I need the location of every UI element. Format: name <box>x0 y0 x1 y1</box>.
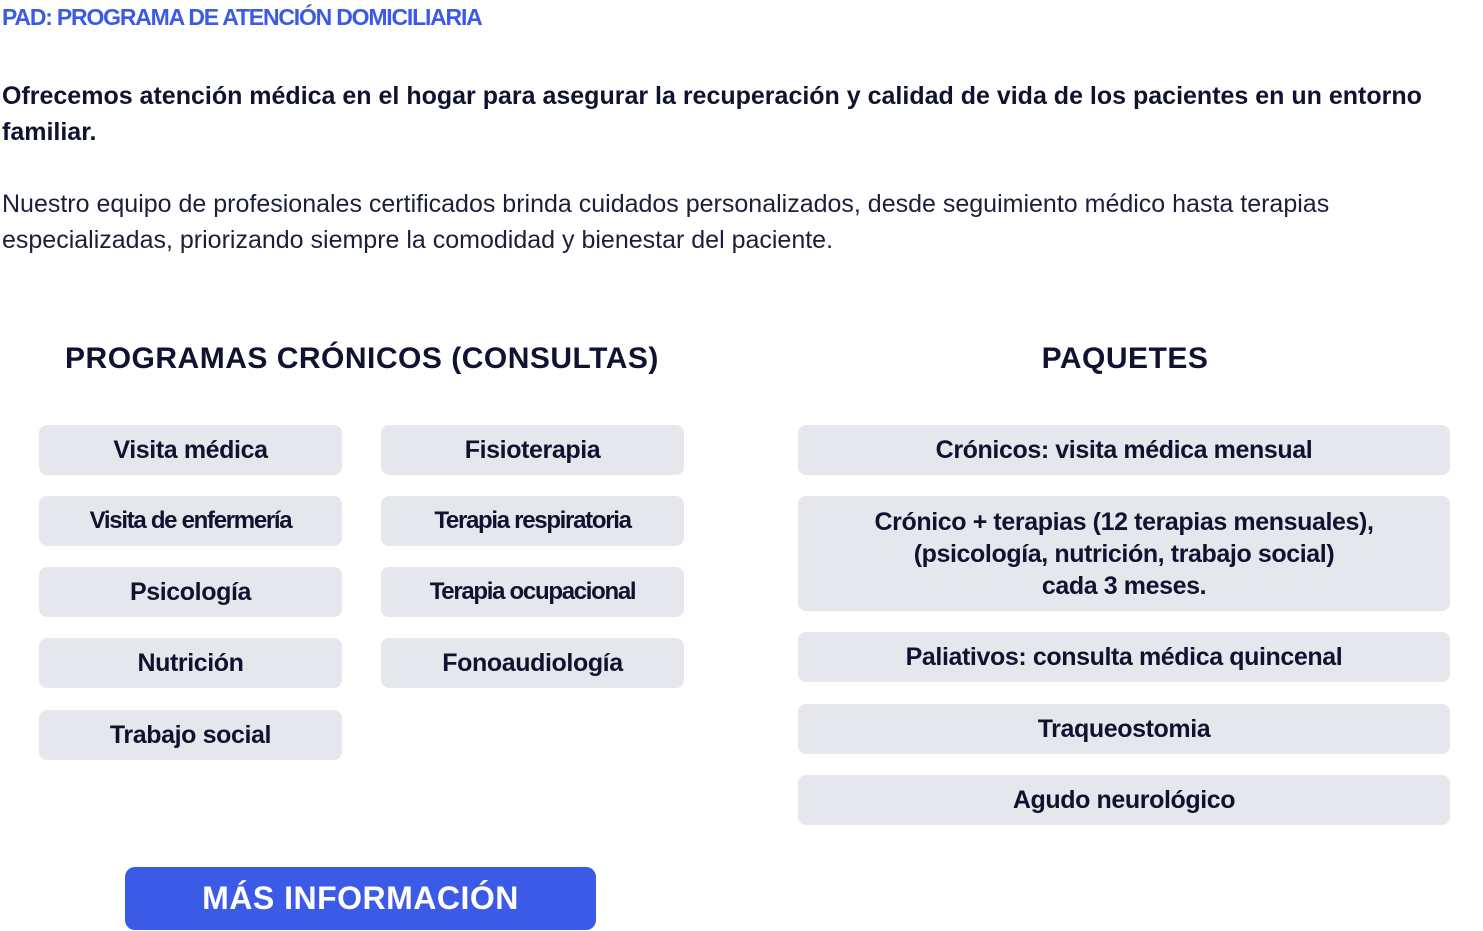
lead-paragraph: Ofrecemos atención médica en el hogar para asegurar la recuperación y calidad de vida de los pacientes en un entorno familiar. <box>2 82 1422 146</box>
package-cronicos[interactable]: Crónicos: visita médica mensual <box>798 425 1450 475</box>
body-paragraph: Nuestro equipo de profesionales certificados brinda cuidados personalizados, desde seguimiento médico hasta terapias especializadas, priorizando siempre la comodidad y bienestar del paciente. <box>2 190 1330 254</box>
chip-visita-medica[interactable]: Visita médica <box>39 425 342 475</box>
chip-trabajo-social[interactable]: Trabajo social <box>39 710 342 760</box>
chip-visita-enfermeria[interactable]: Visita de enfermería <box>39 496 342 546</box>
package-cronico-terapias-line1: Crónico + terapias (12 terapias mensuales), <box>874 507 1374 536</box>
package-agudo-neurologico[interactable]: Agudo neurológico <box>798 775 1450 825</box>
chip-terapia-respiratoria[interactable]: Terapia respiratoria <box>381 496 684 546</box>
package-traqueostomia[interactable]: Traqueostomia <box>798 704 1450 754</box>
package-cronico-terapias-line2: (psicología, nutrición, trabajo social) <box>913 539 1335 568</box>
chip-psicologia[interactable]: Psicología <box>39 567 342 617</box>
packages-title: PAQUETES <box>1041 342 1209 375</box>
package-cronico-terapias[interactable] <box>798 496 1450 611</box>
chip-terapia-ocupacional[interactable]: Terapia ocupacional <box>381 567 684 617</box>
chronic-programs-title: PROGRAMAS CRÓNICOS (CONSULTAS) <box>65 342 659 375</box>
package-cronico-terapias-line3: cada 3 meses. <box>1041 571 1207 600</box>
more-info-button[interactable]: MÁS INFORMACIÓN <box>125 867 596 930</box>
chip-fonoaudiologia[interactable]: Fonoaudiología <box>381 638 684 688</box>
page-eyebrow: PAD: PROGRAMA DE ATENCIÓN DOMICILIARIA <box>2 4 482 30</box>
package-paliativos[interactable]: Paliativos: consulta médica quincenal <box>798 632 1450 682</box>
chip-nutricion[interactable]: Nutrición <box>39 638 342 688</box>
chip-fisioterapia[interactable]: Fisioterapia <box>381 425 684 475</box>
